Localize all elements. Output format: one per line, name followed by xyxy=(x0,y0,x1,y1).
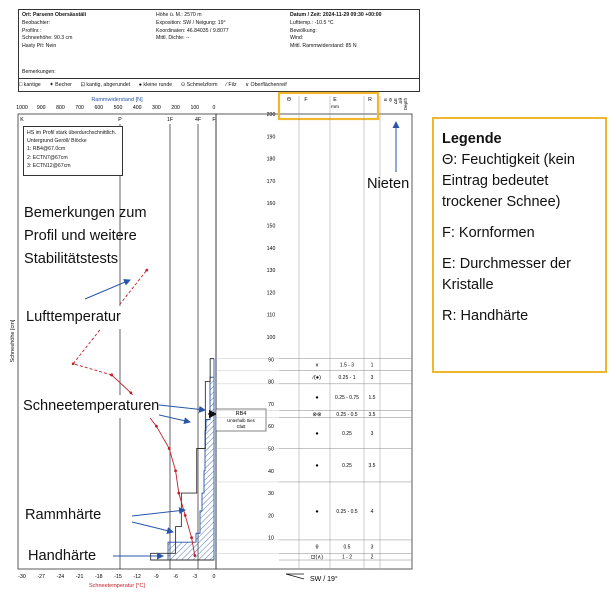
test-marker-sub1: Unterhalb Sies xyxy=(227,418,255,423)
hand-tick-label: K xyxy=(20,117,24,123)
layer-table xyxy=(216,359,412,561)
bottom-tick-label: 0 xyxy=(212,574,216,580)
bottom-tick-label: -30 xyxy=(18,574,26,580)
header-ram-resistance: Mittl. Rammwiderstand: 85 N xyxy=(290,43,357,50)
legend-item-moisture: Θ: Feuchtigkeit (kein Eintrag bedeutet trockener Schnee) xyxy=(442,152,575,210)
layer-form: ⊗⊗ xyxy=(312,411,322,418)
top-tick-label: 900 xyxy=(36,105,46,111)
header-exposition: Exposition: SW / Neigung: 19° xyxy=(156,19,226,26)
y-tick-label: 180 xyxy=(266,156,276,163)
y-tick-label: 20 xyxy=(268,513,274,520)
table-header-size: E xyxy=(333,97,337,103)
layer-hardness: 3.5 xyxy=(368,463,376,470)
layer-form: ∨ xyxy=(314,362,320,369)
layer-size: 0.25 xyxy=(342,463,352,470)
test-marker-label: RB4 xyxy=(235,411,247,417)
ram-arrow xyxy=(132,522,173,532)
hand-tick-label: F xyxy=(212,117,216,123)
legend-item-form: F: Kornformen xyxy=(442,225,535,241)
remarks-line: Profil und weitere xyxy=(24,228,137,244)
top-tick-label: 200 xyxy=(171,105,180,111)
grain-legend-item: ⁄ Filz xyxy=(226,82,237,88)
stability-line: HS im Profil stark überdurchschnittlich. xyxy=(27,130,117,136)
layer-form: θ xyxy=(315,544,319,551)
top-tick-label: 400 xyxy=(132,105,142,111)
y-tick-label: 190 xyxy=(266,134,276,141)
layer-hardness: 3 xyxy=(370,544,374,551)
y-tick-label: 100 xyxy=(266,335,276,341)
snow-temperature-point xyxy=(155,425,158,428)
layer-size: 1.5 - 3 xyxy=(339,362,355,369)
air-temperature-point xyxy=(110,374,113,377)
ram-arrow xyxy=(132,510,185,516)
top-tick-label: 300 xyxy=(152,105,161,111)
top-tick-label: 800 xyxy=(56,105,65,111)
bottom-tick-label: -3 xyxy=(192,574,198,580)
snow-temperature-point xyxy=(177,492,180,495)
y-tick-label: 30 xyxy=(268,491,274,498)
layer-form: ● xyxy=(315,463,319,470)
bottom-tick-label: -12 xyxy=(133,574,141,580)
bottom-axis-ticks xyxy=(18,574,215,580)
layer-size: 0.25 - 0.75 xyxy=(335,395,359,402)
hand-tick-label: 1F xyxy=(166,117,174,123)
snow-temperature-point xyxy=(193,554,196,557)
rivet-header-label: E xyxy=(383,98,388,102)
test-marker-sub2: Glatt xyxy=(236,424,246,429)
layer-hardness: 3 xyxy=(370,375,374,382)
table-header-form: F xyxy=(304,97,308,103)
snow-temperature-point xyxy=(168,447,171,450)
hand-annotation: Handhärte xyxy=(28,545,96,568)
bottom-tick-label: -6 xyxy=(173,574,178,580)
legend-item-hardness: R: Handhärte xyxy=(442,308,529,324)
legend-item-size: E: Durchmesser der Kristalle xyxy=(442,256,571,293)
hand-tick-label: P xyxy=(118,117,122,123)
header-snow-height: Schneehöhe: 90.3 cm xyxy=(22,35,73,42)
table-header-hardness: R xyxy=(368,97,372,103)
y-tick-label: 40 xyxy=(268,468,274,475)
bottom-tick-label: -9 xyxy=(154,574,159,580)
bottom-tick-label: -24 xyxy=(56,574,65,580)
layer-size: 0.25 - 0.5 xyxy=(336,508,358,515)
layer-size: 0.25 - 1 xyxy=(338,375,356,382)
air-temp-annotation: Lufttemperatur xyxy=(26,306,121,329)
table-header-highlight xyxy=(279,93,378,119)
y-tick-label: 90 xyxy=(268,357,274,364)
y-tick-label: 80 xyxy=(268,379,274,386)
y-tick-label: 130 xyxy=(266,268,276,275)
bottom-tick-label: -18 xyxy=(95,574,103,580)
layer-size: 0.25 xyxy=(342,430,352,437)
stability-line: Untergrund Geröll/ Blöcke xyxy=(27,138,87,145)
remarks-line: Stabilitätstests xyxy=(24,251,119,267)
layer-hardness: 1 xyxy=(370,362,374,369)
grain-legend-item: □ kantige xyxy=(19,82,41,88)
header-hasty-pit: Hasty Pit: Nein xyxy=(22,43,57,50)
layer-hardness: 3 xyxy=(370,430,374,437)
y-tick-label: 110 xyxy=(266,312,276,319)
grain-legend-item: ⊡ kantig, abgerundet xyxy=(80,82,131,88)
layer-hardness: 2 xyxy=(370,554,374,561)
layer-form: ● xyxy=(315,508,319,515)
layer-form: ⊡(∧) xyxy=(310,554,324,561)
remarks-annotation xyxy=(24,202,147,271)
layer-form: ● xyxy=(315,430,319,437)
ram-annotation: Rammhärte xyxy=(25,504,101,527)
y-tick-label: 70 xyxy=(268,401,274,408)
header-air-temp: Lufttemp.: -10.5 °C xyxy=(290,19,334,26)
layer-size: 0.25 - 0.5 xyxy=(336,411,358,418)
header-coordinates: Koordinaten: 46.84035 / 9.8077 xyxy=(156,27,229,34)
layer-size: 1 - 2 xyxy=(341,554,353,561)
air-temp-arrow xyxy=(85,280,130,299)
top-tick-label: 0 xyxy=(212,105,216,111)
air-temperature-point xyxy=(72,362,75,365)
hand-hardness-ticks xyxy=(20,117,215,123)
bottom-tick-label: -27 xyxy=(37,574,45,580)
y-axis-title: Schneehöhe [cm] xyxy=(10,319,16,363)
snow-temperature-point xyxy=(190,536,193,539)
y-tick-label: 50 xyxy=(268,446,274,453)
header-observer: Beobachter: xyxy=(22,19,50,26)
top-tick-label: 500 xyxy=(113,105,123,111)
table-header-moisture: Θ xyxy=(286,97,292,103)
y-tick-label: 200 xyxy=(266,112,276,118)
grain-legend-item: ● kleine runde xyxy=(138,82,173,88)
rivet-header-label: Depth xyxy=(403,98,408,111)
layer-size: 0.5 xyxy=(343,544,351,551)
exposition-line xyxy=(286,574,304,579)
y-tick-label: 60 xyxy=(268,424,274,431)
rivet-header-label: ΔE xyxy=(393,98,398,105)
y-tick-label: 120 xyxy=(266,290,276,297)
header-cloud: Bewölkung: xyxy=(290,27,317,34)
header-wind: Wind: xyxy=(290,35,304,42)
top-tick-label: 600 xyxy=(94,105,104,111)
y-tick-label: 160 xyxy=(266,201,276,208)
grain-legend-item: ✦ Becher xyxy=(49,82,72,88)
table-header-unit: mm xyxy=(331,105,339,110)
top-axis-ticks xyxy=(16,105,215,111)
y-tick-label: 170 xyxy=(266,178,276,185)
rivet-header-label: Δθ xyxy=(398,98,403,104)
y-tick-label: 10 xyxy=(268,535,274,542)
exposition-label: SW / 19° xyxy=(310,576,338,583)
grain-legend-item: ∨ Oberflächenreif xyxy=(245,82,287,88)
layer-form: ● xyxy=(315,395,319,402)
legend-box xyxy=(432,117,607,373)
header-profile-number: Profilnr.: xyxy=(22,27,42,34)
layer-form: ⁄(●) xyxy=(313,375,321,382)
snow-temperature-point xyxy=(174,469,177,472)
top-tick-label: 1000 xyxy=(16,105,28,111)
header-datetime: Datum / Zeit: 2024-11-29 09:30 +00:00 xyxy=(290,12,382,18)
header-density: Mittl. Dichte: -- xyxy=(156,35,190,42)
header-location: Ort: Parsenn Obersässtäli xyxy=(22,12,87,18)
layer-hardness: 1.5 xyxy=(368,395,376,402)
legend-title: Legende xyxy=(442,131,502,147)
y-tick-label: 140 xyxy=(266,245,276,252)
top-tick-label: 700 xyxy=(75,105,84,111)
layer-hardness: 3.5 xyxy=(368,411,376,418)
snow-temperature-point xyxy=(129,391,132,394)
bottom-tick-label: -15 xyxy=(114,574,122,580)
grain-legend-item: ⊙ Schmelzform xyxy=(180,82,218,88)
snow-temp-annotation: Schneetemperaturen xyxy=(23,395,159,418)
rivets-annotation: Nieten xyxy=(367,176,410,192)
bottom-tick-label: -21 xyxy=(75,574,84,580)
rivet-header-label: Θ xyxy=(388,98,393,102)
header-altitude: Höhe ü. M.: 2570 m xyxy=(156,12,202,18)
hand-tick-label: 4F xyxy=(194,117,202,123)
ram-hardness-profile xyxy=(151,359,214,560)
stability-line: 3: ECTN12@67cm xyxy=(27,162,71,169)
top-tick-label: 100 xyxy=(190,105,200,111)
bottom-axis-title: Schneetemperatur [°C] xyxy=(88,583,146,589)
stability-line: 1: RB4@67.0cm xyxy=(27,146,66,153)
stability-tests-box xyxy=(23,126,123,176)
layer-hardness: 4 xyxy=(370,508,374,515)
stability-line: 2: ECTN7@67cm xyxy=(27,154,68,161)
top-axis-title: Rammwiderstand [N] xyxy=(91,97,143,103)
y-tick-label: 150 xyxy=(266,223,276,230)
y-axis-ticks xyxy=(267,112,276,542)
remarks-line: Bemerkungen zum xyxy=(24,205,147,221)
snow-temperature-point xyxy=(184,514,187,517)
header-remarks: Bemerkungen: xyxy=(22,69,56,76)
rivet-headers xyxy=(383,98,408,111)
